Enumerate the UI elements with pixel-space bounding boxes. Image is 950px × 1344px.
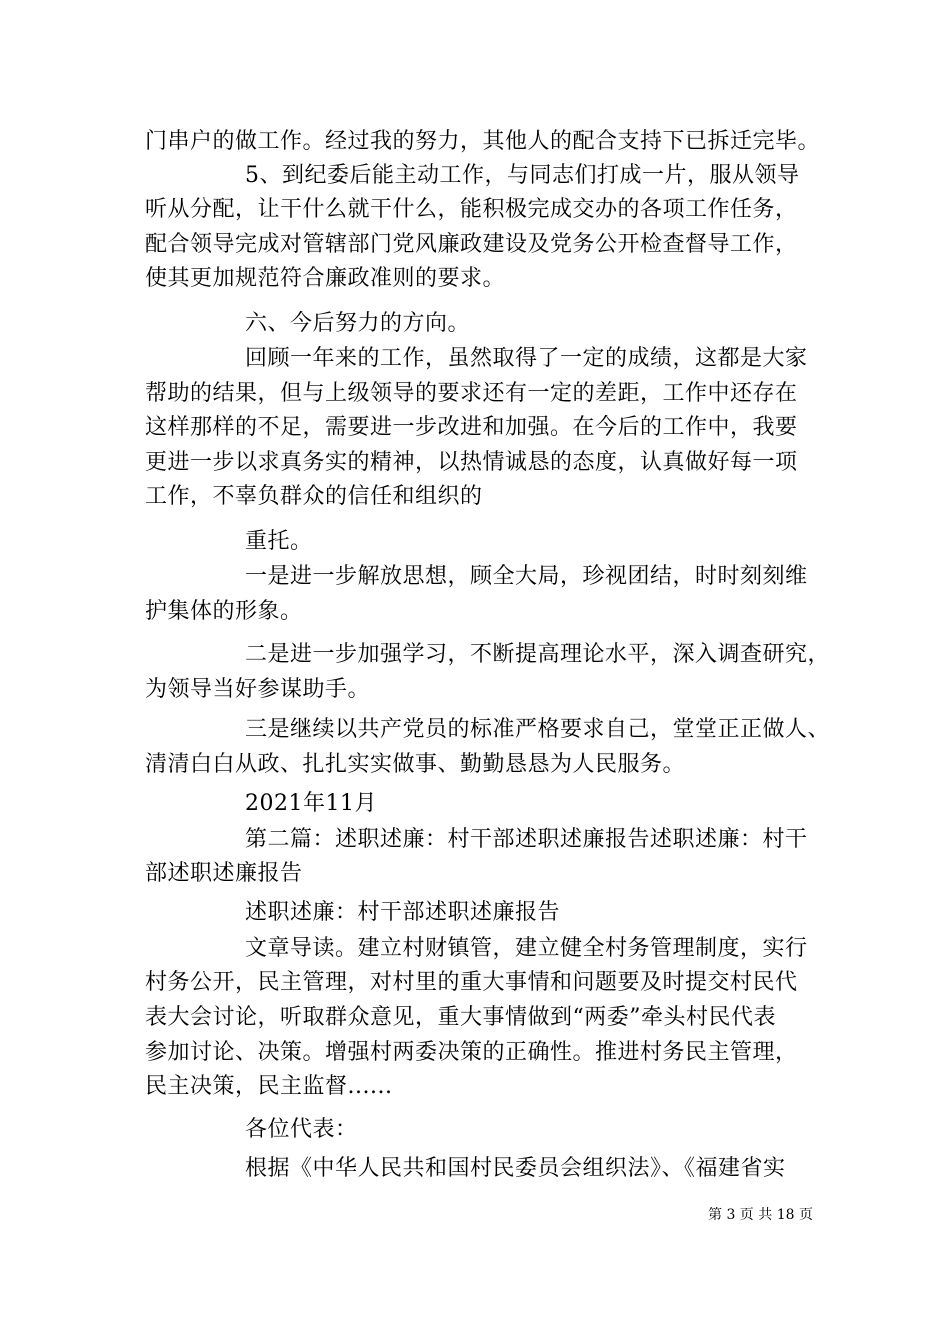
article-subtitle: 述职述廉：村干部述职述廉报告: [245, 900, 561, 925]
text-line: 这样那样的不足，需要进一步改进和加强。在今后的工作中，我要: [145, 415, 798, 440]
text-line: 护集体的形象。: [145, 599, 303, 624]
text-line: 配合领导完成对管辖部门党风廉政建设及党务公开检查督导工作，: [145, 232, 798, 257]
article-heading: 第二篇：述职述廉：村干部述职述廉报告述职述廉：村干: [245, 827, 808, 852]
text-line: 更进一步以求真务实的精神，以热情诚恳的态度，认真做好每一项: [145, 450, 798, 475]
text-line: 帮助的结果，但与上级领导的要求还有一定的差距，工作中还存在: [145, 381, 798, 406]
text-line: 村务公开，民主管理，对村里的重大事情和问题要及时提交村民代: [145, 970, 798, 995]
text-line: 各位代表：: [245, 1117, 358, 1142]
text-line: 5、到纪委后能主动工作，与同志们打成一片，服从领导: [245, 163, 800, 188]
text-line: 回顾一年来的工作，虽然取得了一定的成绩，这都是大家: [245, 346, 808, 371]
text-line: 民主决策，民主监督......: [145, 1074, 393, 1099]
text-line: 三是继续以共产党员的标准严格要求自己，堂堂正正做人、: [245, 717, 831, 742]
section-heading: 六、今后努力的方向。: [245, 311, 471, 336]
text-line: 参加讨论、决策。增强村两委决策的正确性。推进村务民主管理，: [145, 1040, 798, 1065]
text-line: 表大会讨论，听取群众意见，重大事情做到“两委”牵头村民代表: [145, 1005, 776, 1030]
article-heading: 部述职述廉报告: [145, 861, 303, 886]
text-line: 根据《中华人民共和国村民委员会组织法》、《福建省实: [245, 1156, 786, 1181]
text-line: 听从分配，让干什么就干什么，能积极完成交办的各项工作任务，: [145, 197, 798, 222]
text-line: 重托。: [245, 529, 313, 554]
text-line: 文章导读。建立村财镇管，建立健全村务管理制度，实行: [245, 936, 808, 961]
page-number: 第 3 页 共 18 页: [708, 1207, 813, 1223]
text-line: 为领导当好参谋助手。: [145, 677, 371, 702]
text-line: 工作，不辜负群众的信任和组织的: [145, 484, 483, 509]
text-line: 一是进一步解放思想，顾全大局，珍视团结，时时刻刻维: [245, 564, 808, 589]
text-line: 清清白白从政、扎扎实实做事、勤勤恳恳为人民服务。: [145, 752, 686, 777]
text-line: 门串户的做工作。经过我的努力，其他人的配合支持下已拆迁完毕。: [145, 129, 821, 154]
text-line: 使其更加规范符合廉政准则的要求。: [145, 266, 506, 291]
text-line: 二是进一步加强学习，不断提高理论水平，深入调查研究，: [245, 642, 831, 667]
date-line: 2021年11月: [245, 791, 377, 816]
